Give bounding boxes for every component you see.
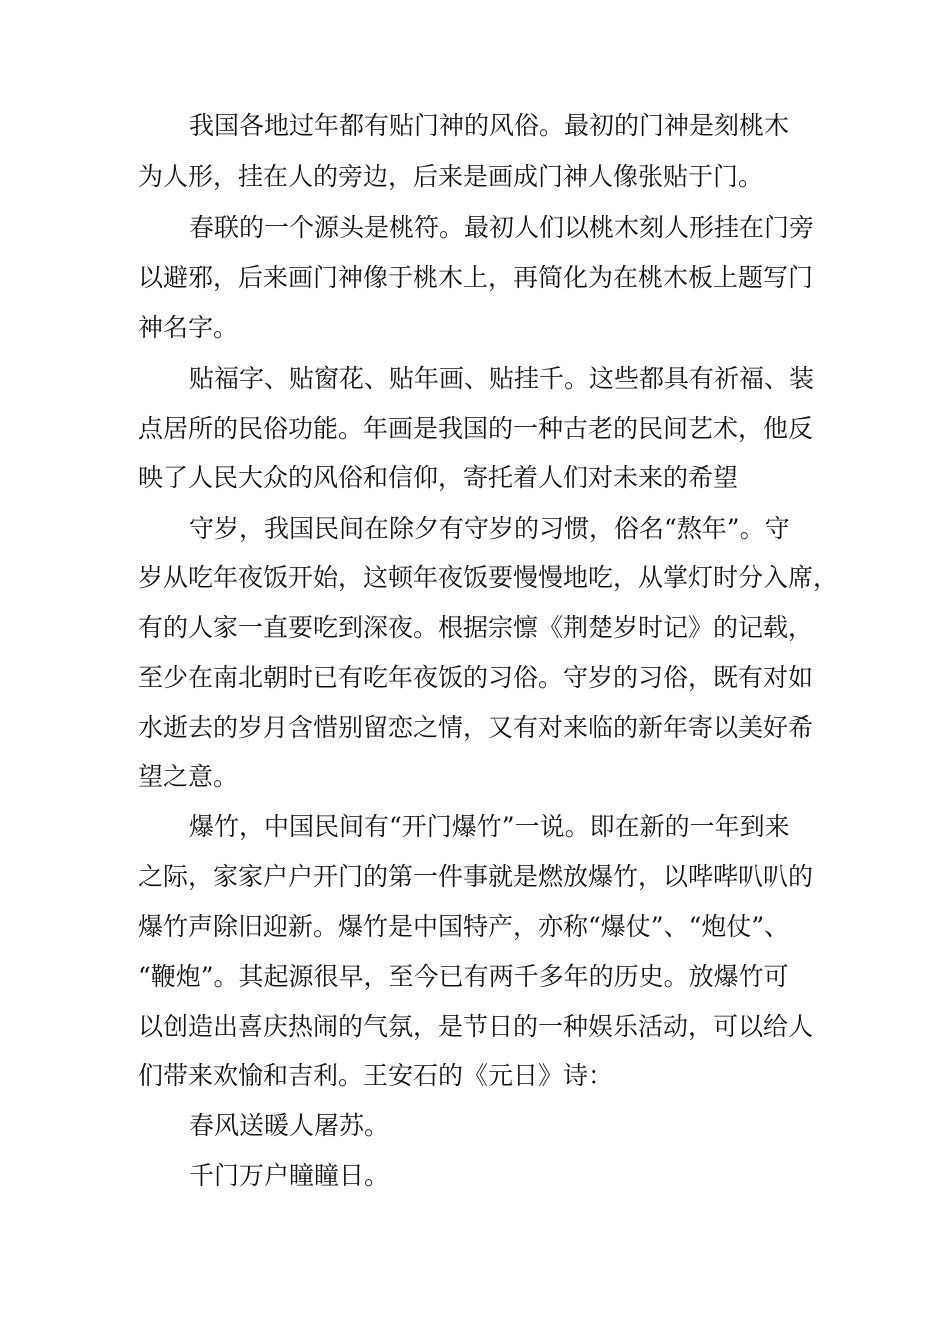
text-line-17: 爆竹声除旧迎新。爆竹是中国特产，亦称“爆仗”、“炮仗”、: [138, 912, 790, 941]
text-line-7: 点居所的民俗功能。年画是我国的一种古老的民间艺术，他反: [138, 414, 814, 443]
text-line-12: 至少在南北朝时已有吃年夜饭的习俗。守岁的习俗，既有对如: [138, 663, 814, 692]
text-line-5: 神名字。: [138, 313, 239, 342]
text-line-20: 们带来欢愉和吉利。王安石的《元日》诗：: [138, 1061, 614, 1090]
text-line-4: 以避邪，后来画门神像于桃木上，再简化为在桃木板上题写门: [138, 263, 814, 292]
text-line-11: 有的人家一直要吃到深夜。根据宗懔《荆楚岁时记》的记载，: [138, 613, 814, 642]
text-line-6: 贴福字、贴窗花、贴年画、贴挂千。这些都具有祈福、装: [189, 364, 815, 393]
text-line-22: 千门万户瞳瞳日。: [189, 1161, 390, 1190]
text-line-10: 岁从吃年夜饭开始，这顿年夜饭要慢慢地吃，从掌灯时分入席，: [138, 563, 839, 592]
text-line-15: 爆竹，中国民间有“开门爆竹”一说。即在新的一年到来: [189, 812, 790, 841]
text-line-9: 守岁，我国民间在除夕有守岁的习惯，俗名“熬年”。守: [189, 514, 790, 543]
text-line-1: 我国各地过年都有贴门神的风俗。最初的门神是刻桃木: [189, 111, 790, 140]
text-line-2: 为人形，挂在人的旁边，后来是画成门神人像张贴于门。: [138, 162, 764, 191]
text-line-13: 水逝去的岁月含惜别留恋之情，又有对来临的新年寄以美好希: [138, 713, 814, 742]
text-line-16: 之际，家家户户开门的第一件事就是燃放爆竹，以哔哔叭叭的: [138, 862, 814, 891]
text-line-8: 映了人民大众的风俗和信仰，寄托着人们对未来的希望: [138, 463, 739, 492]
text-line-18: “鞭炮”。其起源很早，至今已有两千多年的历史。放爆竹可: [138, 962, 789, 991]
text-line-14: 望之意。: [138, 762, 239, 791]
text-line-19: 以创造出喜庆热闹的气氛，是节日的一种娱乐活动，可以给人: [138, 1012, 814, 1041]
text-line-21: 春风送暖人屠苏。: [189, 1111, 390, 1140]
text-line-3: 春联的一个源头是桃符。最初人们以桃木刻人形挂在门旁: [189, 213, 815, 242]
